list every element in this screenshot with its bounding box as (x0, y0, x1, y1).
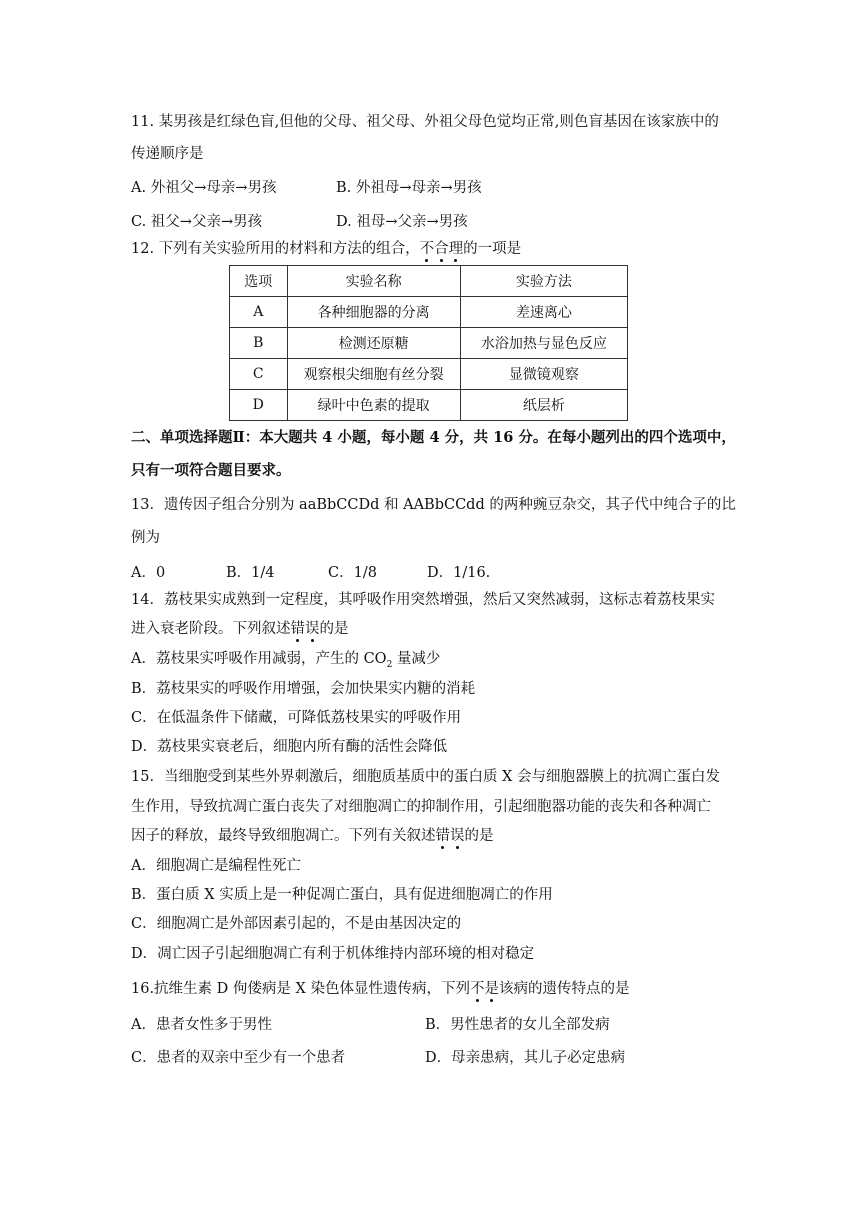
table-row (230, 390, 628, 421)
q12-emphasis-char: 理 (448, 241, 464, 257)
q15-option-a: A．细胞凋亡是编程性死亡 (131, 858, 301, 874)
table-header-row (230, 266, 628, 297)
q15-option-b: B．蛋白质 X 实质上是一种促凋亡蛋白，具有促进细胞凋亡的作用 (131, 887, 553, 903)
q15-stem-post: 的是 (464, 828, 494, 844)
q15-option-d: D．凋亡因子引起细胞凋亡有利于机体维持内部环境的相对稳定 (131, 946, 535, 962)
table-header-cell: 实验名称 (287, 266, 460, 297)
table-cell: 各种细胞器的分离 (287, 297, 460, 328)
q11-stem-line1: 11. 某男孩是红绿色盲,但他的父母、祖父母、外祖父母色觉均正常,则色盲基因在该家族中的 (131, 114, 719, 130)
table-cell: 观察根尖细胞有丝分裂 (287, 359, 460, 390)
q13-stem-line1: 13．遗传因子组合分别为 aaBbCCDd 和 AABbCCdd 的两种豌豆杂交，其子代中纯合子的比 (131, 497, 736, 513)
table-row (230, 328, 628, 359)
table-cell: C (230, 359, 288, 390)
q16-stem (131, 979, 629, 999)
table-cell: 绿叶中色素的提取 (287, 390, 460, 421)
q16-option-a: A．患者女性多于男性 (131, 1017, 272, 1033)
q12-stem-post: 的一项是 (463, 241, 522, 257)
q12-stem (131, 239, 521, 259)
q16-option-b: B．男性患者的女儿全部发病 (425, 1017, 610, 1033)
q14-stem-post: 的是 (319, 621, 349, 637)
table-cell: D (230, 390, 288, 421)
q11-option-c: C. 祖父→父亲→男孩 (131, 214, 263, 230)
table-header-cell: 选项 (230, 266, 288, 297)
q15-stem-line1: 15．当细胞受到某些外界刺激后，细胞质基质中的蛋白质 X 会与细胞器膜上的抗凋亡蛋白发 (131, 769, 720, 785)
table-header-cell: 实验方法 (460, 266, 627, 297)
q14-stem-pre: 进入衰老阶段。下列叙述 (131, 621, 291, 637)
table-cell: 水浴加热与显色反应 (460, 328, 627, 359)
q12-stem-pre: 12. 下列有关实验所用的材料和方法的组合， (131, 241, 420, 257)
q14-option-a-subscript: 2 (386, 659, 393, 670)
q14-option-a-text-end: 量减少 (392, 651, 441, 667)
q15-stem-pre: 因子的释放，最终导致细胞凋亡。下列有关叙述 (131, 828, 436, 844)
q15-stem-line2: 生作用，导致抗凋亡蛋白丧失了对细胞凋亡的抑制作用，引起细胞器功能的丧失和各种凋亡 (131, 799, 711, 815)
q14-stem-line1: 14．荔枝果实成熟到一定程度，其呼吸作用突然增强，然后又突然减弱，这标志着荔枝果实 (131, 592, 715, 608)
q13-stem-line2: 例为 (131, 530, 160, 546)
q13-option-c: C．1/8 (328, 565, 377, 581)
q14-option-a (131, 649, 440, 675)
q15-option-c: C．细胞凋亡是外部因素引起的，不是由基因决定的 (131, 916, 462, 932)
q15-stem-line3 (131, 826, 494, 846)
q16-stem-pre: 16.抗维生素 D 佝偻病是 X 染色体显性遗传病，下列 (131, 981, 470, 997)
section2-header-line1: 二、单项选择题Ⅱ：本大题共 4 小题，每小题 4 分，共 16 分。在每小题列出的四个选项中， (131, 429, 736, 446)
q13-option-a: A．0 (131, 565, 166, 581)
q14-emphasis-char: 误 (305, 621, 320, 637)
table-cell: 显微镜观察 (460, 359, 627, 390)
table-row (230, 359, 628, 390)
table-row (230, 297, 628, 328)
table-cell: 差速离心 (460, 297, 627, 328)
q11-option-d: D. 祖母→父亲→男孩 (336, 214, 468, 230)
q14-option-c: C．在低温条件下储藏，可降低荔枝果实的呼吸作用 (131, 710, 462, 726)
q14-stem-line2 (131, 619, 349, 639)
q12-experiment-table (229, 265, 628, 421)
table-cell: A (230, 297, 288, 328)
q11-option-b: B. 外祖母→母亲→男孩 (336, 180, 482, 196)
q12-emphasis-char: 不 (419, 241, 435, 257)
q14-option-d: D．荔枝果实衰老后，细胞内所有酶的活性会降低 (131, 739, 448, 755)
table-cell: B (230, 328, 288, 359)
section2-header-line2: 只有一项符合题目要求。 (131, 462, 291, 479)
q14-option-b: B．荔枝果实的呼吸作用增强，会加快果实内糖的消耗 (131, 681, 476, 697)
q16-emphasis-char: 不 (469, 981, 485, 997)
q15-emphasis-char: 错 (435, 828, 450, 844)
table-cell: 检测还原糖 (287, 328, 460, 359)
q14-option-a-text: A．荔枝果实呼吸作用减弱，产生的 CO (131, 651, 387, 667)
table-cell: 纸层析 (460, 390, 627, 421)
q13-option-d: D．1/16. (427, 565, 491, 581)
q14-emphasis-char: 错 (290, 621, 305, 637)
q16-option-d: D．母亲患病，其儿子必定患病 (425, 1050, 626, 1066)
q16-emphasis-char: 是 (484, 981, 499, 997)
q16-stem-post: 该病的遗传特点的是 (498, 981, 630, 997)
q16-option-c: C．患者的双亲中至少有一个患者 (131, 1050, 346, 1066)
q13-option-b: B．1/4 (226, 565, 275, 581)
q11-option-a: A. 外祖父→母亲→男孩 (131, 180, 277, 196)
q15-emphasis-char: 误 (450, 828, 465, 844)
q11-stem-line2: 传递顺序是 (131, 146, 204, 162)
q12-emphasis-char: 合 (434, 241, 449, 257)
